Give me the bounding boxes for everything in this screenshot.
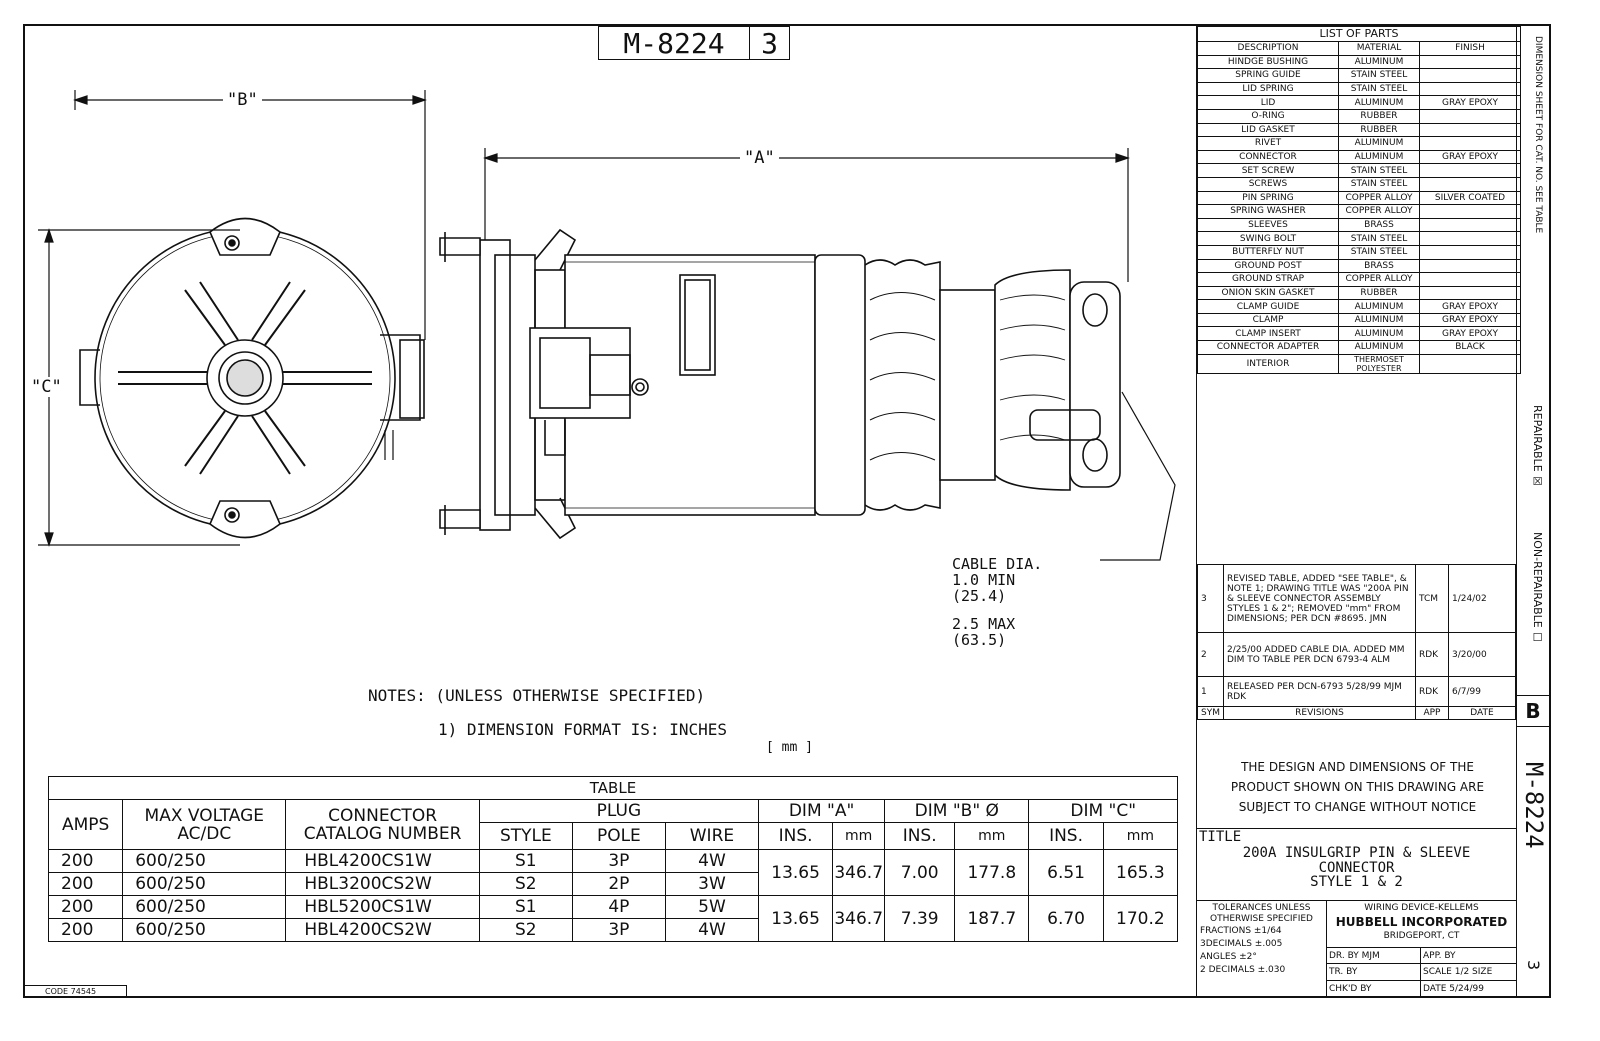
revision-row bbox=[1198, 565, 1516, 633]
header-dim-b: DIM "B" Ø bbox=[885, 800, 1029, 823]
table-title: TABLE bbox=[49, 777, 1178, 800]
parts-cell: LID GASKET bbox=[1198, 123, 1339, 137]
dim-a-label: "A" bbox=[740, 148, 779, 168]
header-plug: PLUG bbox=[479, 800, 758, 823]
note-1: 1) DIMENSION FORMAT IS: INCHES bbox=[438, 720, 727, 739]
parts-cell: O-RING bbox=[1198, 109, 1339, 123]
company-block bbox=[1327, 901, 1516, 947]
header-wire: WIRE bbox=[665, 823, 758, 850]
parts-cell: ALUMINUM bbox=[1339, 327, 1420, 341]
dim-c-label: "C" bbox=[27, 377, 66, 397]
revision-app: TCM bbox=[1415, 565, 1448, 633]
parts-cell: ALUMINUM bbox=[1339, 96, 1420, 110]
table-cell: HBL4200CS1W bbox=[286, 850, 479, 873]
parts-row bbox=[1198, 82, 1521, 96]
table-cell: HBL5200CS1W bbox=[286, 896, 479, 919]
header-c-mm: mm bbox=[1103, 823, 1177, 850]
header-pole: POLE bbox=[572, 823, 665, 850]
revision-text: RELEASED PER DCN-6793 5/28/99 MJM RDK bbox=[1223, 677, 1415, 707]
title-section bbox=[1197, 828, 1516, 901]
table-cell: 200 bbox=[49, 850, 123, 873]
parts-cell: CONNECTOR bbox=[1198, 150, 1339, 164]
rev-header: APP bbox=[1415, 707, 1448, 720]
table-cell: 4P bbox=[572, 896, 665, 919]
revision-text: REVISED TABLE, ADDED "SEE TABLE", & NOTE 1; DRAWING TITLE WAS "200A PIN & SLEEVE CONNECTOR ASSEMBLY STYLES 1 & 2"; REMOVED "mm" FROM DIMENSIONS; PER DCN #8695. JMN bbox=[1223, 565, 1415, 633]
table-row bbox=[49, 850, 1178, 873]
parts-list-table bbox=[1197, 26, 1521, 374]
side-drawing-number: M-8224 bbox=[1520, 762, 1548, 849]
rev-header: DATE bbox=[1448, 707, 1515, 720]
revision-sym: 1 bbox=[1198, 677, 1224, 707]
cable-callout bbox=[952, 556, 1042, 648]
parts-cell: SPRING GUIDE bbox=[1198, 69, 1339, 83]
dim-c-in: 6.51 bbox=[1029, 850, 1103, 896]
side-revision: 3 bbox=[1524, 960, 1543, 971]
parts-cell: GRAY EPOXY bbox=[1420, 96, 1521, 110]
parts-cell: BLACK bbox=[1420, 341, 1521, 355]
parts-cell: STAIN STEEL bbox=[1339, 177, 1420, 191]
table-cell: S1 bbox=[479, 850, 572, 873]
header-a-ins: INS. bbox=[758, 823, 832, 850]
parts-row bbox=[1198, 273, 1521, 287]
company-name: HUBBELL INCORPORATED bbox=[1335, 915, 1508, 929]
traced-by: TR. BY bbox=[1327, 964, 1421, 981]
checked-by: CHK'D BY bbox=[1327, 981, 1421, 998]
dim-b-mm: 177.8 bbox=[955, 850, 1029, 896]
tol-fractions: FRACTIONS ±1/64 bbox=[1200, 926, 1282, 936]
parts-cell bbox=[1420, 123, 1521, 137]
dim-c-mm: 170.2 bbox=[1103, 896, 1177, 942]
parts-cell: HINDGE BUSHING bbox=[1198, 55, 1339, 69]
parts-cell: BRASS bbox=[1339, 259, 1420, 273]
company-division: WIRING DEVICE-KELLEMS bbox=[1364, 903, 1479, 913]
parts-cell: SET SCREW bbox=[1198, 164, 1339, 178]
parts-cell: GRAY EPOXY bbox=[1420, 313, 1521, 327]
table-cell: 200 bbox=[49, 919, 123, 942]
dimension-sheet-label: DIMENSION SHEET FOR CAT. NO. SEE TABLE bbox=[1533, 36, 1543, 234]
parts-cell: ALUMINUM bbox=[1339, 137, 1420, 151]
rev-header: SYM bbox=[1198, 707, 1224, 720]
parts-cell: THERMOSET POLYESTER bbox=[1339, 354, 1420, 373]
parts-row bbox=[1198, 232, 1521, 246]
tol-3-decimals: 3DECIMALS ±.005 bbox=[1200, 939, 1283, 949]
table-row bbox=[49, 896, 1178, 919]
table-cell: 3W bbox=[665, 873, 758, 896]
parts-cell: SCREWS bbox=[1198, 177, 1339, 191]
header-b-mm: mm bbox=[955, 823, 1029, 850]
header-style: STYLE bbox=[479, 823, 572, 850]
parts-cell bbox=[1420, 286, 1521, 300]
header-c-ins: INS. bbox=[1029, 823, 1103, 850]
cable-max-mm: (63.5) bbox=[952, 631, 1007, 649]
parts-row bbox=[1198, 313, 1521, 327]
drawing-revision: 3 bbox=[761, 26, 778, 60]
revisions-table bbox=[1197, 564, 1516, 720]
parts-cell bbox=[1420, 69, 1521, 83]
note-1-mm: [ mm ] bbox=[766, 740, 813, 755]
parts-cell bbox=[1420, 55, 1521, 69]
parts-cell: SPRING WASHER bbox=[1198, 205, 1339, 219]
revision-date: 3/20/00 bbox=[1448, 633, 1515, 677]
parts-cell: COPPER ALLOY bbox=[1339, 205, 1420, 219]
dim-a-mm: 346.7 bbox=[833, 850, 885, 896]
parts-cell bbox=[1420, 109, 1521, 123]
parts-cell: CLAMP GUIDE bbox=[1198, 300, 1339, 314]
catalog-table bbox=[48, 776, 1178, 942]
table-cell: 3P bbox=[572, 919, 665, 942]
side-divider bbox=[1516, 26, 1517, 996]
parts-row bbox=[1198, 55, 1521, 69]
table-cell: 200 bbox=[49, 896, 123, 919]
size-letter: B bbox=[1516, 695, 1550, 727]
parts-cell bbox=[1420, 245, 1521, 259]
tol-2-decimals: 2 DECIMALS ±.030 bbox=[1200, 965, 1286, 975]
table-cell: S2 bbox=[479, 919, 572, 942]
cable-min: 1.0 MIN bbox=[952, 571, 1016, 589]
title-line-2: CONNECTOR bbox=[1318, 860, 1395, 876]
tolerances-label: TOLERANCES UNLESS OTHERWISE SPECIFIED bbox=[1210, 903, 1313, 924]
dim-a-in: 13.65 bbox=[758, 896, 832, 942]
tolerances bbox=[1197, 901, 1327, 997]
rev-header: REVISIONS bbox=[1223, 707, 1415, 720]
parts-cell: CONNECTOR ADAPTER bbox=[1198, 341, 1339, 355]
parts-row bbox=[1198, 218, 1521, 232]
parts-cell: RIVET bbox=[1198, 137, 1339, 151]
parts-row bbox=[1198, 164, 1521, 178]
notes-heading: NOTES: (UNLESS OTHERWISE SPECIFIED) bbox=[368, 686, 706, 705]
revision-row bbox=[1198, 677, 1516, 707]
parts-cell: GRAY EPOXY bbox=[1420, 150, 1521, 164]
parts-cell: STAIN STEEL bbox=[1339, 232, 1420, 246]
drawing-date: DATE 5/24/99 bbox=[1423, 984, 1484, 994]
cable-label: CABLE DIA. bbox=[952, 555, 1043, 573]
parts-cell: SILVER COATED bbox=[1420, 191, 1521, 205]
dim-b-label: "B" bbox=[223, 90, 262, 110]
parts-cell: COPPER ALLOY bbox=[1339, 191, 1420, 205]
revision-sym: 3 bbox=[1198, 565, 1224, 633]
parts-row bbox=[1198, 327, 1521, 341]
parts-row bbox=[1198, 137, 1521, 151]
parts-cell: CLAMP INSERT bbox=[1198, 327, 1339, 341]
parts-row bbox=[1198, 341, 1521, 355]
parts-cell: STAIN STEEL bbox=[1339, 82, 1420, 96]
dim-c-mm: 165.3 bbox=[1103, 850, 1177, 896]
parts-cell: GRAY EPOXY bbox=[1420, 327, 1521, 341]
title-label: TITLE bbox=[1199, 829, 1242, 845]
drawing-number: M-8224 bbox=[599, 27, 750, 59]
parts-cell: RUBBER bbox=[1339, 286, 1420, 300]
revision-row bbox=[1198, 633, 1516, 677]
table-cell: 600/250 bbox=[123, 850, 286, 873]
revision-sym: 2 bbox=[1198, 633, 1224, 677]
parts-cell: STAIN STEEL bbox=[1339, 245, 1420, 259]
parts-header: MATERIAL bbox=[1339, 42, 1420, 56]
header-catalog: CONNECTOR CATALOG NUMBER bbox=[286, 800, 479, 850]
table-cell: HBL4200CS2W bbox=[286, 919, 479, 942]
dim-a-in: 13.65 bbox=[758, 850, 832, 896]
revision-date: 6/7/99 bbox=[1448, 677, 1515, 707]
side-view bbox=[440, 230, 1175, 560]
parts-cell: ALUMINUM bbox=[1339, 55, 1420, 69]
parts-row bbox=[1198, 69, 1521, 83]
table-cell: HBL3200CS2W bbox=[286, 873, 479, 896]
dim-c-in: 6.70 bbox=[1029, 896, 1103, 942]
title-line-1: 200A INSULGRIP PIN & SLEEVE bbox=[1242, 845, 1471, 861]
parts-cell: LID SPRING bbox=[1198, 82, 1339, 96]
parts-cell: PIN SPRING bbox=[1198, 191, 1339, 205]
table-cell: 4W bbox=[665, 919, 758, 942]
parts-cell bbox=[1420, 177, 1521, 191]
company-city: BRIDGEPORT, CT bbox=[1383, 931, 1460, 941]
code-box: CODE 74545 bbox=[25, 985, 127, 997]
parts-cell: INTERIOR bbox=[1198, 354, 1339, 373]
parts-header: FINISH bbox=[1420, 42, 1521, 56]
header-a-mm: mm bbox=[833, 823, 885, 850]
parts-row bbox=[1198, 354, 1521, 373]
table-cell: 600/250 bbox=[123, 919, 286, 942]
parts-row bbox=[1198, 150, 1521, 164]
table-cell: 600/250 bbox=[123, 896, 286, 919]
parts-cell: BUTTERFLY NUT bbox=[1198, 245, 1339, 259]
revision-app: RDK bbox=[1415, 677, 1448, 707]
table-cell: 600/250 bbox=[123, 873, 286, 896]
parts-cell bbox=[1420, 354, 1521, 373]
table-cell: S2 bbox=[479, 873, 572, 896]
parts-cell: ALUMINUM bbox=[1339, 313, 1420, 327]
parts-cell bbox=[1420, 232, 1521, 246]
header-dim-c: DIM "C" bbox=[1029, 800, 1178, 823]
parts-row bbox=[1198, 286, 1521, 300]
parts-cell: RUBBER bbox=[1339, 123, 1420, 137]
table-cell: 5W bbox=[665, 896, 758, 919]
parts-header: DESCRIPTION bbox=[1198, 42, 1339, 56]
parts-cell: BRASS bbox=[1339, 218, 1420, 232]
dim-b-in: 7.39 bbox=[885, 896, 955, 942]
header-b-ins: INS. bbox=[885, 823, 955, 850]
end-view bbox=[80, 219, 424, 538]
parts-cell bbox=[1420, 273, 1521, 287]
cable-max: 2.5 MAX bbox=[952, 615, 1016, 633]
parts-cell: COPPER ALLOY bbox=[1339, 273, 1420, 287]
header-dim-a: DIM "A" bbox=[758, 800, 884, 823]
table-cell: 4W bbox=[665, 850, 758, 873]
dim-b-in: 7.00 bbox=[885, 850, 955, 896]
table-cell: 200 bbox=[49, 873, 123, 896]
approved-by: APP. BY bbox=[1421, 948, 1516, 964]
parts-cell bbox=[1420, 164, 1521, 178]
parts-list-title: LIST OF PARTS bbox=[1197, 26, 1521, 41]
tol-angles: ANGLES ±2° bbox=[1200, 952, 1257, 962]
repairable-label: REPAIRABLE ☒ bbox=[1531, 405, 1544, 489]
drawn-by: DR. BY MJM bbox=[1327, 948, 1421, 964]
parts-row bbox=[1198, 205, 1521, 219]
signoff-grid bbox=[1327, 947, 1516, 998]
header-voltage: MAX VOLTAGE AC/DC bbox=[123, 800, 286, 850]
parts-cell: ALUMINUM bbox=[1339, 150, 1420, 164]
parts-cell: ALUMINUM bbox=[1339, 341, 1420, 355]
parts-row bbox=[1198, 245, 1521, 259]
non-repairable-label: NON-REPAIRABLE ☐ bbox=[1531, 532, 1544, 645]
title-line-3: STYLE 1 & 2 bbox=[1310, 874, 1403, 890]
parts-row bbox=[1198, 96, 1521, 110]
parts-cell: ALUMINUM bbox=[1339, 300, 1420, 314]
table-cell: 2P bbox=[572, 873, 665, 896]
disclaimer: THE DESIGN AND DIMENSIONS OF THE PRODUCT SHOWN ON THIS DRAWING ARE SUBJECT TO CHANGE WITHOUT NOTICE bbox=[1230, 760, 1485, 814]
parts-row bbox=[1198, 177, 1521, 191]
cable-min-mm: (25.4) bbox=[952, 587, 1007, 605]
parts-cell bbox=[1420, 259, 1521, 273]
parts-cell: STAIN STEEL bbox=[1339, 164, 1420, 178]
parts-cell: GRAY EPOXY bbox=[1420, 300, 1521, 314]
revision-app: RDK bbox=[1415, 633, 1448, 677]
revision-text: 2/25/00 ADDED CABLE DIA. ADDED MM DIM TO TABLE PER DCN 6793-4 ALM bbox=[1223, 633, 1415, 677]
parts-cell: GROUND STRAP bbox=[1198, 273, 1339, 287]
parts-cell: SWING BOLT bbox=[1198, 232, 1339, 246]
parts-cell: SLEEVES bbox=[1198, 218, 1339, 232]
parts-cell bbox=[1420, 82, 1521, 96]
parts-cell: ONION SKIN GASKET bbox=[1198, 286, 1339, 300]
parts-cell bbox=[1420, 205, 1521, 219]
revision-date: 1/24/02 bbox=[1448, 565, 1515, 633]
parts-row bbox=[1198, 123, 1521, 137]
scale: SCALE 1/2 SIZE bbox=[1421, 964, 1516, 981]
dim-b-mm: 187.7 bbox=[955, 896, 1029, 942]
parts-row bbox=[1198, 300, 1521, 314]
parts-cell: LID bbox=[1198, 96, 1339, 110]
parts-cell bbox=[1420, 218, 1521, 232]
dim-a-mm: 346.7 bbox=[833, 896, 885, 942]
header-amps: AMPS bbox=[49, 800, 123, 850]
parts-cell: GROUND POST bbox=[1198, 259, 1339, 273]
parts-cell: RUBBER bbox=[1339, 109, 1420, 123]
parts-row bbox=[1198, 109, 1521, 123]
parts-row bbox=[1198, 191, 1521, 205]
parts-cell bbox=[1420, 137, 1521, 151]
parts-cell: STAIN STEEL bbox=[1339, 69, 1420, 83]
parts-cell: CLAMP bbox=[1198, 313, 1339, 327]
parts-row bbox=[1198, 259, 1521, 273]
table-cell: 3P bbox=[572, 850, 665, 873]
titleblock-bottom bbox=[1197, 900, 1516, 997]
table-cell: S1 bbox=[479, 896, 572, 919]
